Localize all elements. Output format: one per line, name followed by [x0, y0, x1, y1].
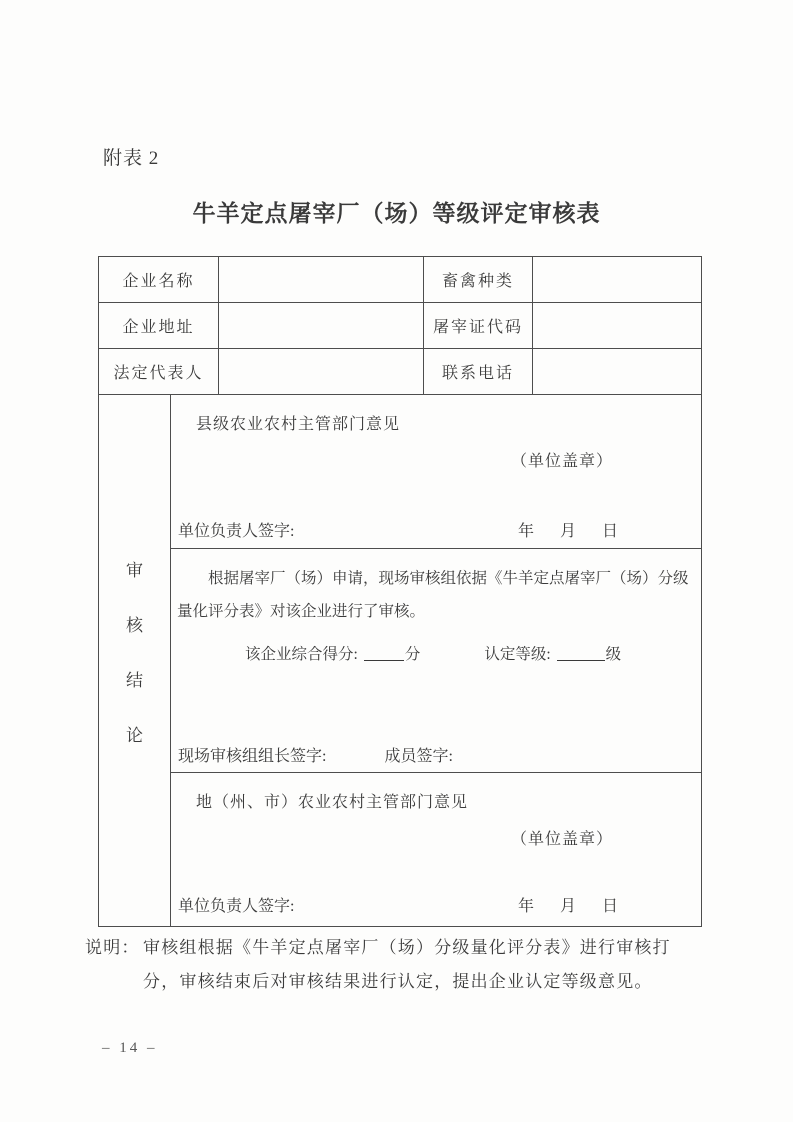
prefecture-opinion-heading: 地（州、市）农业农村主管部门意见	[196, 794, 469, 811]
vertical-label-char: 审	[126, 560, 143, 580]
review-conclusion-row	[99, 395, 701, 926]
date-placeholder	[518, 518, 618, 541]
review-sections	[171, 395, 701, 926]
prefecture-signature-row	[171, 893, 701, 916]
county-opinion-section	[171, 395, 701, 549]
unit-stamp-note: （单位盖章）	[510, 453, 613, 470]
table-row	[99, 303, 701, 349]
audit-paragraph: 根据屠宰厂（场）申请，现场审核组依据《牛羊定点屠宰厂（场）分级量化评分表》对该企业进行了审核。	[177, 570, 689, 620]
day-char: 日	[601, 523, 618, 540]
contact-phone-value	[533, 349, 701, 395]
date-placeholder	[518, 893, 618, 916]
audit-signature-row	[171, 743, 453, 766]
company-address-label: 企业地址	[99, 303, 219, 349]
score-unit: 分	[404, 646, 421, 663]
footnote	[85, 931, 705, 999]
footnote-label: 说明：	[85, 938, 140, 957]
score-line	[171, 642, 701, 664]
livestock-type-value	[533, 257, 701, 303]
company-name-value	[219, 257, 424, 303]
review-form-table	[98, 256, 702, 927]
company-name-label: 企业名称	[99, 257, 219, 303]
grade-unit: 级	[605, 646, 622, 663]
audit-result-section	[171, 549, 701, 773]
vertical-label-char: 结	[126, 670, 143, 690]
vertical-label-char: 核	[126, 615, 143, 635]
unit-stamp-note: （单位盖章）	[510, 831, 613, 848]
footnote-text: 审核组根据《牛羊定点屠宰厂（场）分级量化评分表》进行审核打分，审核结束后对审核结果进行认定，提出企业认定等级意见。	[143, 938, 671, 991]
form-title: 牛羊定点屠宰厂（场）等级评定审核表	[192, 201, 601, 226]
year-char: 年	[517, 523, 534, 540]
month-char: 月	[559, 523, 576, 540]
contact-phone-label: 联系电话	[424, 349, 533, 395]
prefecture-opinion-section	[171, 773, 701, 926]
slaughter-cert-code-label: 屠宰证代码	[424, 303, 533, 349]
member-signature-label: 成员签字:	[384, 748, 453, 765]
unit-head-signature-label: 单位负责人签字:	[178, 898, 295, 915]
score-blank-field	[364, 646, 404, 661]
county-opinion-heading: 县级农业农村主管部门意见	[196, 416, 401, 433]
score-label: 该企业综合得分:	[245, 646, 358, 663]
company-address-value	[219, 303, 424, 349]
attachment-label: 附表 2	[103, 148, 160, 169]
year-char: 年	[517, 898, 534, 915]
table-row	[99, 257, 701, 303]
grade-blank-field	[557, 646, 605, 661]
table-row	[99, 349, 701, 395]
page-number: – 14 –	[102, 1040, 158, 1056]
day-char: 日	[601, 898, 618, 915]
grade-label: 认定等级:	[484, 646, 551, 663]
unit-head-signature-label: 单位负责人签字:	[178, 523, 295, 540]
review-conclusion-vertical-label	[99, 395, 171, 926]
month-char: 月	[559, 898, 576, 915]
leader-signature-label: 现场审核组组长签字:	[178, 748, 327, 765]
county-signature-row	[171, 518, 701, 541]
vertical-label-char: 论	[126, 725, 143, 745]
livestock-type-label: 畜禽种类	[424, 257, 533, 303]
legal-representative-label: 法定代表人	[99, 349, 219, 395]
slaughter-cert-code-value	[533, 303, 701, 349]
legal-representative-value	[219, 349, 424, 395]
